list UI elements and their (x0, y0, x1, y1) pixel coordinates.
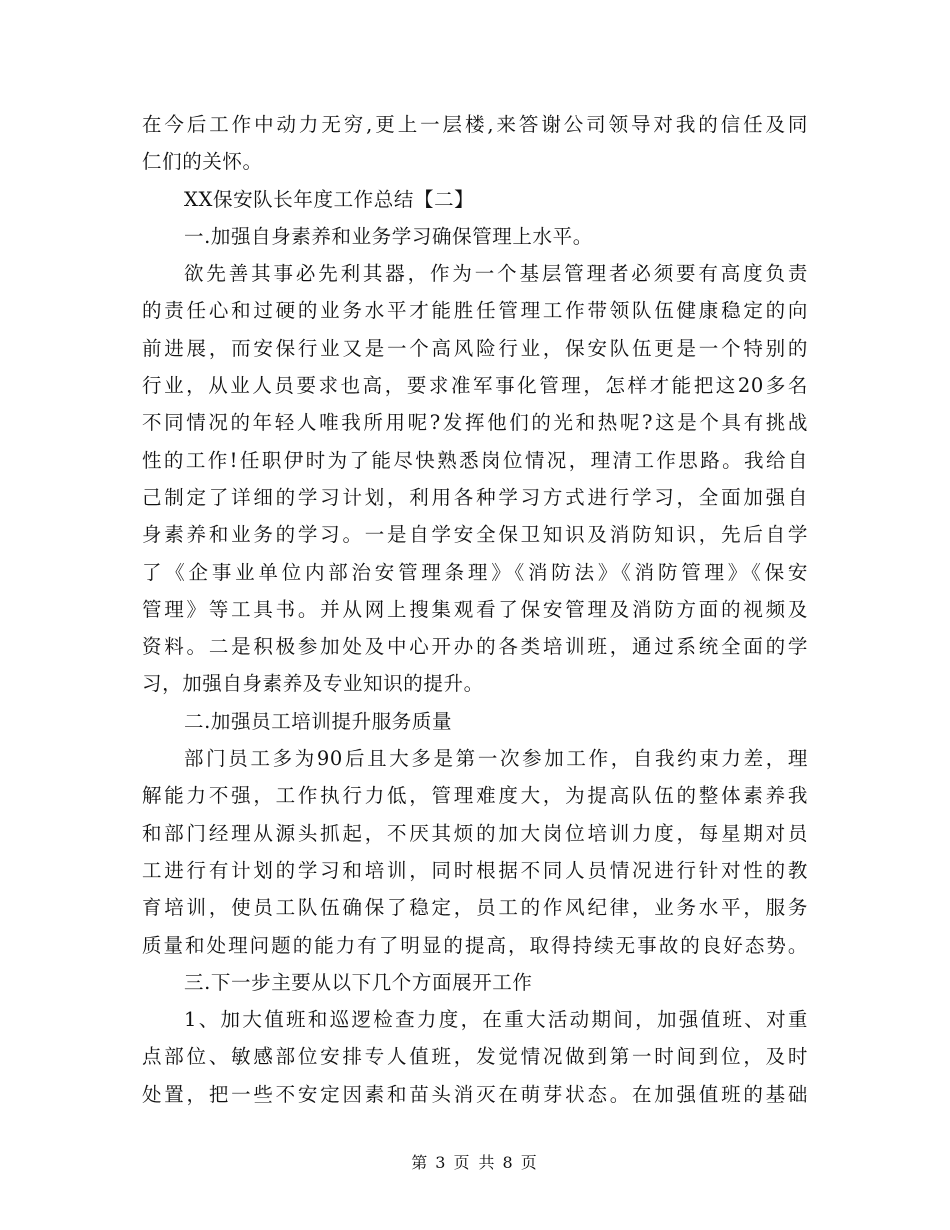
document-body (142, 106, 808, 1113)
text-line: 育培训，使员工队伍确保了稳定，员工的作风纪律，业务水平，服务 (142, 896, 808, 920)
text-line: 工进行有计划的学习和培训，同时根据不同人员情况进行针对性的教 (142, 858, 808, 882)
text-line: 习，加强自身素养及专业知识的提升。 (142, 672, 484, 696)
text-line: 欲先善其事必先利其器，作为一个基层管理者必须要有高度负责 (184, 262, 808, 286)
text-line: 的责任心和过硬的业务水平才能胜任管理工作带领队伍健康稳定的向 (142, 299, 808, 323)
text-line: 身素养和业务的学习。一是自学安全保卫知识及消防知识，先后自学 (142, 523, 808, 547)
page-footer (0, 1150, 950, 1173)
text-line: 前进展，而安保行业又是一个高风险行业，保安队伍更是一个特别的 (142, 336, 808, 360)
text-line: 仁们的关怀。 (142, 150, 263, 174)
text-line: 质量和处理问题的能力有了明显的提高，取得持续无事故的良好态势。 (142, 933, 808, 957)
text-line: 点部位、敏感部位安排专人值班，发觉情况做到第一时间到位，及时 (142, 1045, 808, 1069)
text-line: 1、加大值班和巡逻检查力度，在重大活动期间，加强值班、对重 (184, 1008, 808, 1032)
text-line: 资料。二是积极参加处及中心开办的各类培训班，通过系统全面的学 (142, 635, 808, 659)
text-line: 管理》等工具书。并从网上搜集观看了保安管理及消防方面的视频及 (142, 597, 808, 621)
text-line: 己制定了详细的学习计划，利用各种学习方式进行学习，全面加强自 (142, 485, 808, 509)
text-line: 部门员工多为90后且大多是第一次参加工作，自我约束力差，理 (184, 747, 808, 771)
text-line: 行业，从业人员要求也高，要求准军事化管理，怎样才能把这20多名 (142, 374, 808, 398)
text-line: 处置，把一些不安定因素和苗头消灭在萌芽状态。在加强值班的基础 (142, 1082, 808, 1106)
text-line: 三.下一步主要从以下几个方面展开工作 (184, 970, 533, 994)
footer-mid: 页 共 (453, 1153, 497, 1172)
text-line: 在今后工作中动力无穷,更上一层楼,来答谢公司领导对我的信任及同 (142, 113, 808, 136)
text-line: 二.加强员工培训提升服务质量 (184, 709, 453, 733)
footer-suffix: 页 (520, 1153, 539, 1172)
text-line: 解能力不强，工作执行力低，管理难度大，为提高队伍的整体素养我 (142, 784, 808, 808)
total-page-count: 8 (502, 1153, 515, 1172)
text-line: 一.加强自身素养和业务学习确保管理上水平。 (184, 224, 593, 248)
text-line: 性的工作!任职伊时为了能尽快熟悉岗位情况，理清工作思路。我给自 (142, 448, 808, 472)
footer-prefix: 第 (411, 1153, 430, 1172)
text-line: XX保安队长年度工作总结【二】 (184, 187, 475, 211)
current-page-number: 3 (435, 1153, 448, 1172)
text-line: 了《企事业单位内部治安管理条理》《消防法》《消防管理》《保安 (142, 560, 808, 584)
text-line: 不同情况的年轻人唯我所用呢?发挥他们的光和热呢?这是个具有挑战 (142, 411, 808, 435)
text-line: 和部门经理从源头抓起，不厌其烦的加大岗位培训力度，每星期对员 (142, 821, 808, 845)
